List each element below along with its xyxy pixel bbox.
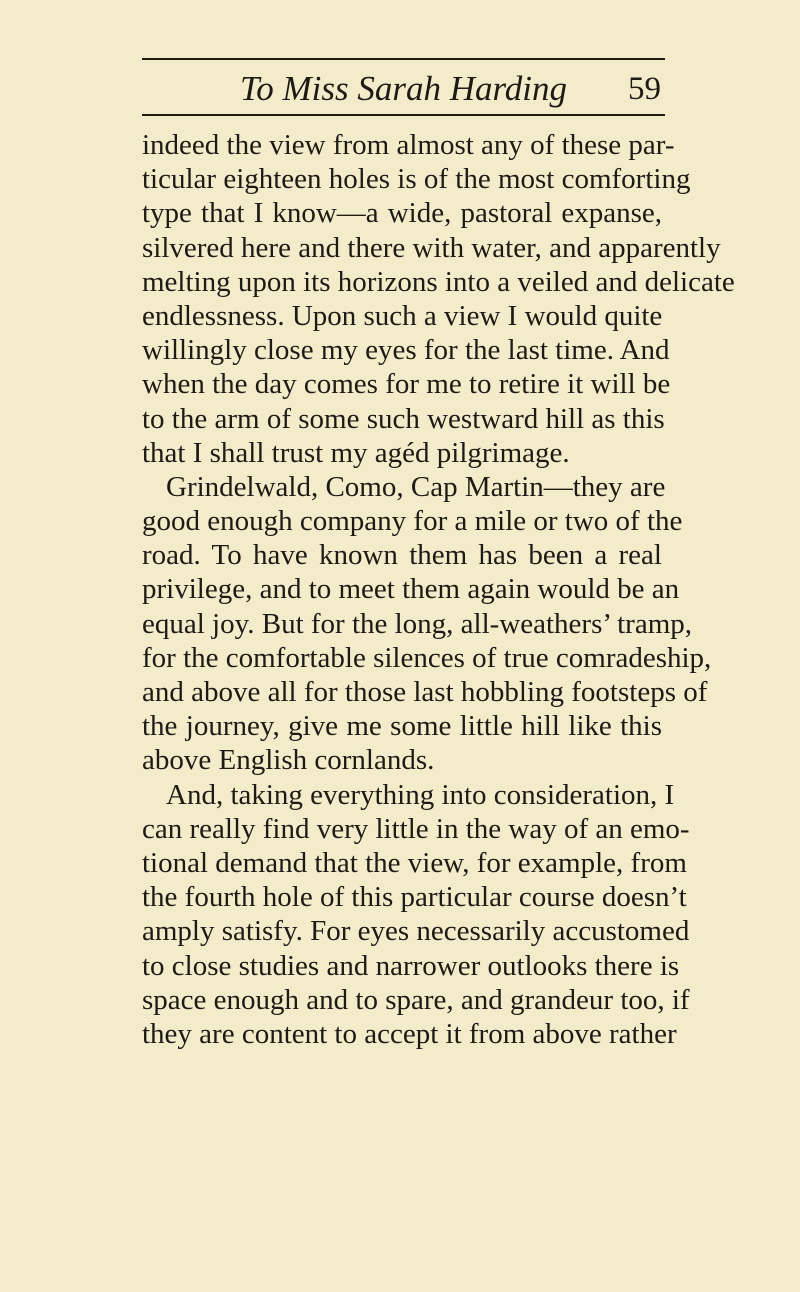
- text-line: ticular eighteen holes is of the most comforting: [142, 163, 691, 196]
- text-line: they are content to accept it from above rather: [142, 1017, 677, 1050]
- text-line-paragraph-end: that I shall trust my agéd pilgrimage.: [142, 436, 570, 469]
- text-line: when the day comes for me to retire it will be: [142, 368, 671, 401]
- text-line: type that I know—a wide, pastoral expanse,: [142, 197, 662, 230]
- running-head-title: To Miss Sarah Harding: [239, 69, 568, 108]
- text-line: space enough and to spare, and grandeur too, if: [142, 983, 690, 1016]
- text-line: the fourth hole of this particular course doesn’t: [142, 881, 687, 914]
- text-line: the journey, give me some little hill like this: [142, 710, 662, 743]
- page-number: 59: [628, 71, 661, 107]
- text-line: for the comfortable silences of true comradeship,: [142, 641, 712, 674]
- text-line-paragraph-start: Grindelwald, Como, Cap Martin—they are: [166, 470, 666, 503]
- text-line: road. To have known them has been a real: [142, 539, 662, 572]
- header-top-rule: [142, 58, 665, 60]
- body-text: [142, 128, 735, 1051]
- text-line: to the arm of some such westward hill as this: [142, 402, 665, 435]
- text-line: and above all for those last hobbling footsteps of: [142, 676, 708, 708]
- text-line: silvered here and there with water, and apparently: [142, 231, 721, 264]
- text-line: indeed the view from almost any of these par-: [142, 129, 675, 161]
- header-bottom-rule: [142, 114, 665, 116]
- text-line: amply satisfy. For eyes necessarily accustomed: [142, 915, 690, 948]
- text-line: endlessness. Upon such a view I would quite: [142, 299, 663, 332]
- text-line: equal joy. But for the long, all-weathers’ tramp,: [142, 607, 693, 640]
- text-line: good enough company for a mile or two of the: [142, 505, 683, 538]
- text-line-paragraph-start: And, taking everything into consideration, I: [166, 778, 675, 811]
- text-line: to close studies and narrower outlooks there is: [142, 949, 680, 982]
- running-head: [142, 64, 665, 112]
- text-line: tional demand that the view, for example, from: [142, 846, 687, 879]
- text-line: melting upon its horizons into a veiled and delicate: [142, 265, 735, 298]
- text-line: privilege, and to meet them again would be an: [142, 573, 680, 606]
- text-line-paragraph-end: above English cornlands.: [142, 744, 435, 777]
- text-line: willingly close my eyes for the last time. And: [142, 334, 670, 367]
- text-line: can really find very little in the way of an emo-: [142, 812, 690, 845]
